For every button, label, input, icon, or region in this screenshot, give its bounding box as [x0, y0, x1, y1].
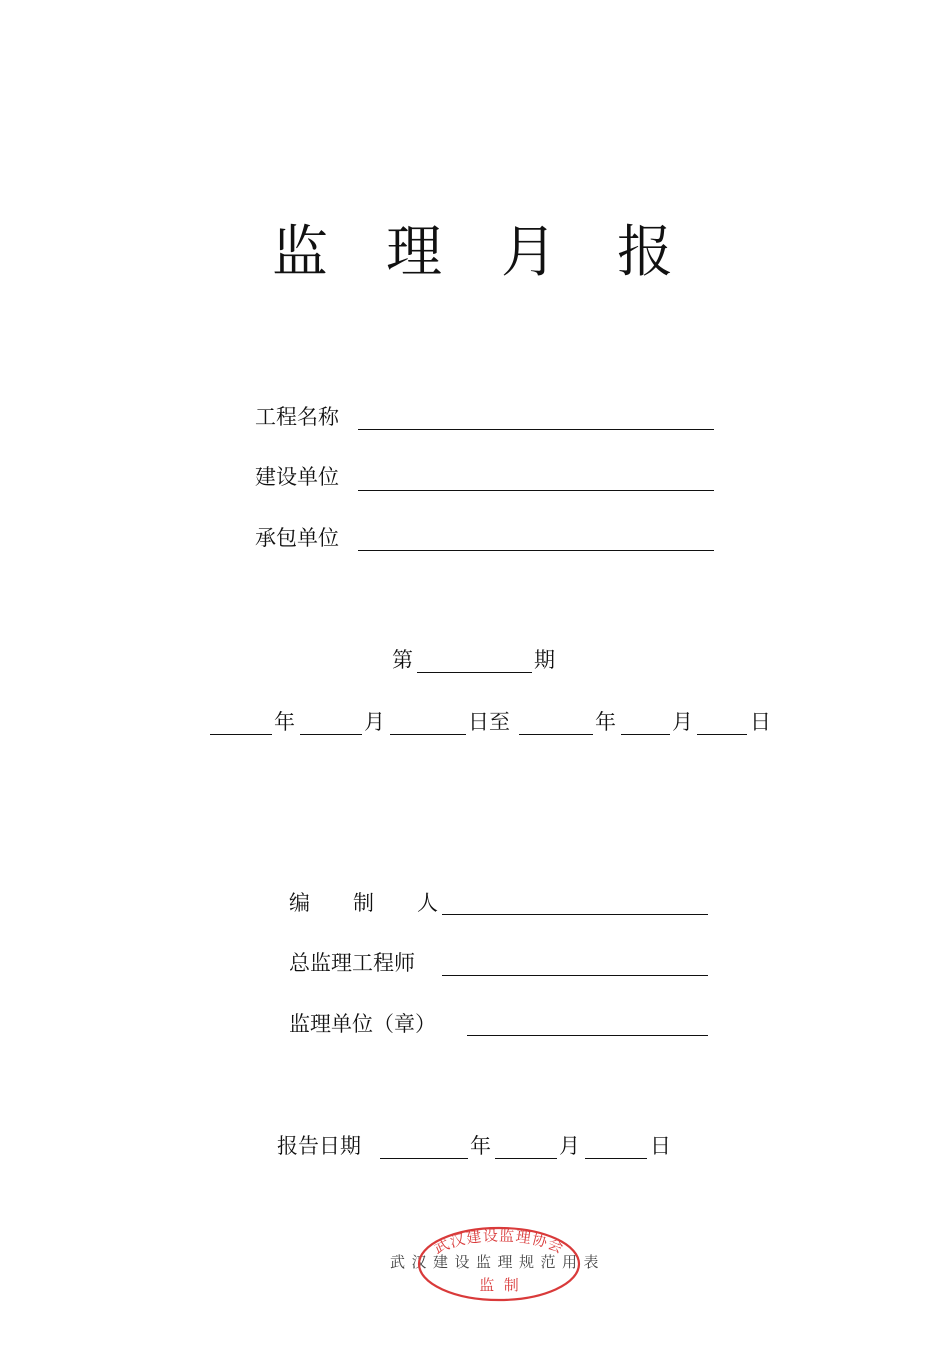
period-day-to-label: 日至 — [468, 710, 510, 734]
period-month2-label: 月 — [672, 710, 693, 734]
report-date-label: 报告日期 — [277, 1134, 361, 1158]
owner-field[interactable] — [358, 490, 714, 491]
issue-suffix: 期 — [534, 648, 555, 672]
period-year1-label: 年 — [274, 710, 295, 734]
issue-number-field[interactable] — [417, 672, 532, 673]
owner-label: 建设单位 — [255, 465, 339, 489]
footer-standard-form-text: 武汉建设监理规范用表 — [390, 1253, 606, 1271]
compiler-label-char: 人 — [417, 891, 438, 915]
report-date-year-field[interactable] — [380, 1158, 468, 1159]
supervision-unit-field[interactable] — [467, 1035, 708, 1036]
contractor-field[interactable] — [358, 550, 714, 551]
title-char: 报 — [617, 220, 673, 285]
report-date-day-field[interactable] — [585, 1158, 647, 1159]
association-seal — [384, 1224, 614, 1304]
period-year2-field[interactable] — [519, 734, 593, 735]
page-title — [0, 218, 950, 288]
period-month2-field[interactable] — [621, 734, 670, 735]
report-date-year-label: 年 — [470, 1134, 491, 1158]
supervision-unit-label: 监理单位（章） — [289, 1012, 436, 1036]
report-date-month-field[interactable] — [495, 1158, 557, 1159]
compiler-field[interactable] — [442, 914, 708, 915]
project-name-label: 工程名称 — [255, 405, 339, 429]
compiler-label-char: 编 — [289, 891, 310, 915]
period-day2-field[interactable] — [697, 734, 747, 735]
report-date-day-label: 日 — [650, 1134, 671, 1158]
title-char: 月 — [501, 220, 557, 285]
seal-stamp-icon — [384, 1224, 614, 1304]
project-name-field[interactable] — [358, 429, 714, 430]
period-month1-label: 月 — [364, 710, 385, 734]
contractor-label: 承包单位 — [255, 526, 339, 550]
seal-top-text: 武汉建设监理协会 — [431, 1226, 567, 1258]
issue-prefix: 第 — [392, 648, 413, 672]
period-day2-label: 日 — [750, 710, 771, 734]
compiler-label-char: 制 — [353, 891, 374, 915]
chief-engineer-field[interactable] — [442, 975, 708, 976]
period-month1-field[interactable] — [300, 734, 362, 735]
period-year2-label: 年 — [595, 710, 616, 734]
title-char: 监 — [272, 220, 328, 285]
period-year1-field[interactable] — [210, 734, 272, 735]
chief-engineer-label: 总监理工程师 — [289, 951, 415, 975]
period-day1-field[interactable] — [390, 734, 466, 735]
report-date-month-label: 月 — [559, 1134, 580, 1158]
seal-bottom-text: 监 制 — [479, 1276, 519, 1294]
title-char: 理 — [386, 220, 442, 285]
